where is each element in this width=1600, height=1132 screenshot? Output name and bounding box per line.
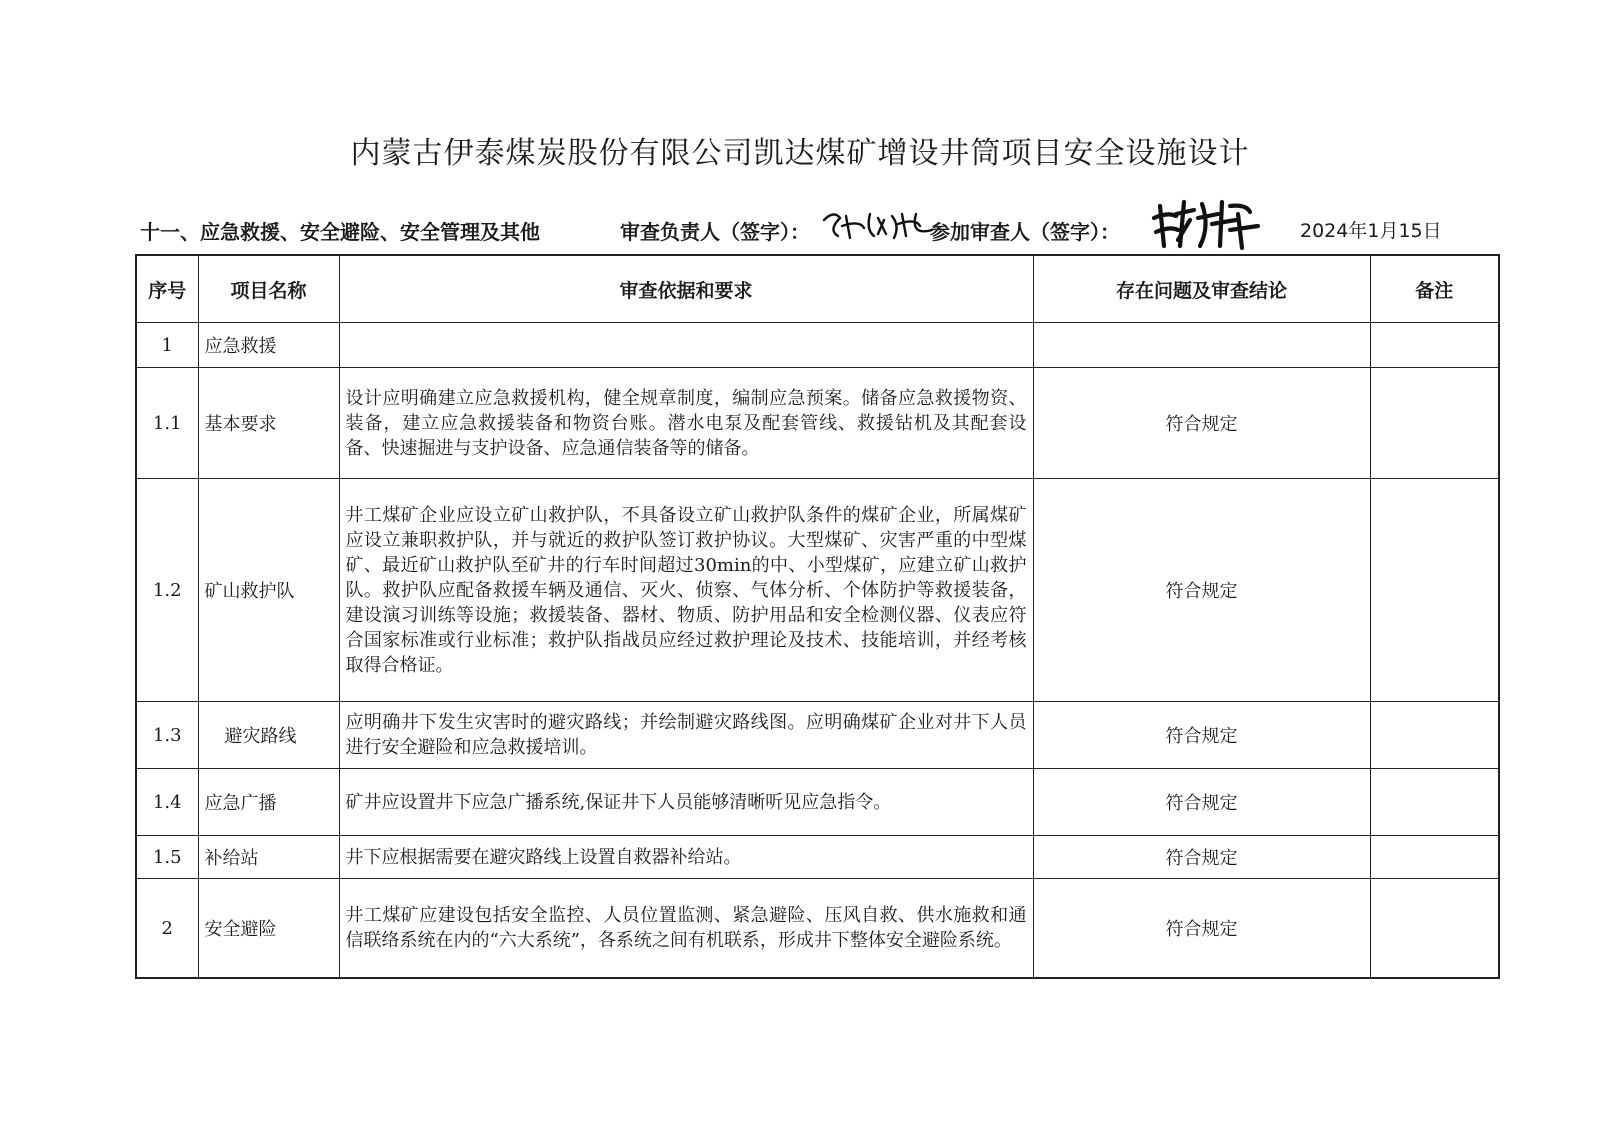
row-conclusion: 符合规定 <box>1033 368 1370 479</box>
table-row <box>136 769 1499 836</box>
row-no: 1.4 <box>136 769 198 836</box>
table-row <box>136 879 1499 979</box>
row-requirement: 井工煤矿企业应设立矿山救护队，不具备设立矿山救护队条件的煤矿企业，所属煤矿应设立兼职救护队，并与就近的救护队签订救护协议。大型煤矿、灾害严重的中型煤矿、最近矿山救护队至矿井的行车时间超过30min的中、小型煤矿，应建立矿山救护队。救护队应配备救援车辆及通信、灭火、侦察、气体分析、个体防护等救援装备，建设演习训练等设施；救援装备、器材、物质、防护用品和安全检测仪器、仪表应符合国家标准或行业标准；救护队指战员应经过救护理论及技术、技能培训，并经考核取得合格证。 <box>339 479 1033 702</box>
row-conclusion: 符合规定 <box>1033 479 1370 702</box>
row-remark <box>1370 323 1499 368</box>
header-requirement: 审查依据和要求 <box>339 255 1033 323</box>
row-requirement: 井下应根据需要在避灾路线上设置自救器补给站。 <box>339 836 1033 879</box>
row-conclusion: 符合规定 <box>1033 769 1370 836</box>
row-remark <box>1370 836 1499 879</box>
participant-label: 参加审查人（签字）： <box>930 220 1120 244</box>
row-no: 1.3 <box>136 702 198 769</box>
header-no: 序号 <box>136 255 198 323</box>
table-row <box>136 368 1499 479</box>
row-conclusion: 符合规定 <box>1033 836 1370 879</box>
row-name: 基本要求 <box>198 368 339 479</box>
row-remark <box>1370 368 1499 479</box>
row-name: 应急救援 <box>198 323 339 368</box>
row-remark <box>1370 769 1499 836</box>
document-title: 内蒙古伊泰煤炭股份有限公司凯达煤矿增设井筒项目安全设施设计 <box>350 136 1250 171</box>
table-header-row <box>136 255 1499 323</box>
header-remark: 备注 <box>1370 255 1499 323</box>
section-header <box>140 210 1460 250</box>
header-conclusion: 存在问题及审查结论 <box>1033 255 1370 323</box>
participant-signature <box>1150 196 1270 252</box>
row-requirement <box>339 323 1033 368</box>
row-no: 1.1 <box>136 368 198 479</box>
review-date: 2024年1月15日 <box>1300 220 1442 242</box>
row-conclusion: 符合规定 <box>1033 702 1370 769</box>
row-remark <box>1370 879 1499 979</box>
row-name: 矿山救护队 <box>198 479 339 702</box>
row-conclusion: 符合规定 <box>1033 879 1370 979</box>
row-no: 1.2 <box>136 479 198 702</box>
reviewer-label: 审查负责人（签字）： <box>620 220 810 244</box>
row-no: 1 <box>136 323 198 368</box>
section-title: 十一、应急救援、安全避险、安全管理及其他 <box>140 220 540 244</box>
table-row <box>136 836 1499 879</box>
row-conclusion <box>1033 323 1370 368</box>
row-requirement: 应明确井下发生灾害时的避灾路线；并绘制避灾路线图。应明确煤矿企业对井下人员进行安全避险和应急救援培训。 <box>339 702 1033 769</box>
row-no: 1.5 <box>136 836 198 879</box>
row-requirement: 设计应明确建立应急救援机构，健全规章制度，编制应急预案。储备应急救援物资、装备，建立应急救援装备和物资台账。潜水电泵及配套管线、救援钻机及其配套设备、快速掘进与支护设备、应急通信装备等的储备。 <box>339 368 1033 479</box>
row-requirement: 井工煤矿应建设包括安全监控、人员位置监测、紧急避险、压风自救、供水施救和通信联络系统在内的“六大系统”，各系统之间有机联系，形成井下整体安全避险系统。 <box>339 879 1033 979</box>
table-row <box>136 702 1499 769</box>
row-no: 2 <box>136 879 198 979</box>
row-requirement: 矿井应设置井下应急广播系统,保证井下人员能够清晰听见应急指令。 <box>339 769 1033 836</box>
row-name: 安全避险 <box>198 879 339 979</box>
table-row <box>136 323 1499 368</box>
review-table <box>135 254 1500 979</box>
table-row <box>136 479 1499 702</box>
row-remark <box>1370 702 1499 769</box>
reviewer-signature <box>820 206 940 246</box>
row-name: 补给站 <box>198 836 339 879</box>
row-name: 避灾路线 <box>198 702 339 769</box>
header-item-name: 项目名称 <box>198 255 339 323</box>
row-name: 应急广播 <box>198 769 339 836</box>
row-remark <box>1370 479 1499 702</box>
